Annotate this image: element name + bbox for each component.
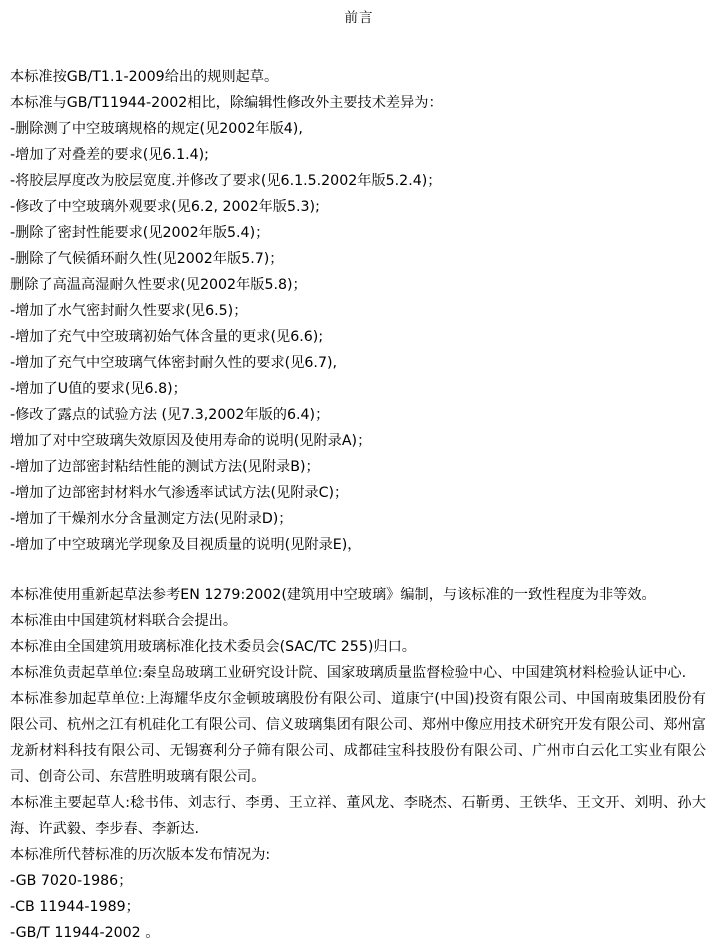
closing-paragraph: 本标准负责起草单位:秦皇岛玻璃工业研究设计院、国家玻璃质量监督检验中心、中国建筑材料检验认证中心. <box>10 664 687 681</box>
closing-paragraph: 本标准主要起草人:稔书伟、刘志行、李勇、王立祥、董风龙、李晓杰、石靳勇、王铁华、王文开、刘明、孙大海、许武毅、李步春、李新达. <box>10 794 706 837</box>
change-item: -删除了密封性能要求(见2002年版5.4)； <box>10 224 270 241</box>
change-item: 增加了对中空玻璃失效原因及使用寿命的说明(见附录A)； <box>10 432 372 449</box>
closing-paragraph: 本标准所代替标准的历次版本发布情况为: <box>10 846 271 863</box>
intro-paragraph: 本标准与GB/T11944-2002相比，除编辑性修改外主要技术差异为： <box>10 94 443 111</box>
change-item: -删除了气候循环耐久性(见2002年版5.7)； <box>10 250 284 267</box>
change-item: -修改了露点的试验方法 (见7.3,2002年版的6.4)； <box>10 406 330 423</box>
change-item: -增加了充气中空玻璃初始气体含量的更求(见6.6); <box>10 328 324 345</box>
change-item: -增加了中空玻璃光学现象及目视质量的说明(见附录E)， <box>10 536 362 553</box>
change-item: -修改了中空玻璃外观要求(见6.2, 2002年版5.3); <box>10 198 320 215</box>
change-item: -增加了对叠差的要求(见6.1.4); <box>10 146 209 163</box>
document-body <box>8 64 710 946</box>
intro-paragraph: 本标准按GB/T1.1-2009给出的规则起草。 <box>10 68 279 85</box>
closing-paragraph: 本标准参加起草单位:上海耀华皮尔金顿玻璃股份有限公司、道康宁(中国)投资有限公司、中国南玻集团股份有限公司、杭州之江有机硅化工有限公司、信义玻璃集团有限公司、郑州中像应用技术研究开发有限公司、郑州富龙新材料科技有限公司、无锡赛利分子筛有限公司、成都硅宝科技股份有限公司、广州市白云化工实业有限公司、创奇公司、东营胜明玻璃有限公司。 <box>10 690 706 785</box>
page-title: 前言 <box>344 10 374 26</box>
change-item: -将胶层厚度改为胶层宽度.并修改了要求(见6.1.5.2002年版5.2.4)； <box>10 172 442 189</box>
version-history-item: -GB 7020-1986； <box>10 872 133 889</box>
version-history-item: -CB 11944-1989； <box>10 898 140 915</box>
change-item: -增加了边部密封粘结性能的测试方法(见附录B)； <box>10 458 320 475</box>
section-gap <box>8 558 710 582</box>
change-item: 删除了高温高湿耐久性要求(见2002年版5.8)； <box>10 276 307 293</box>
closing-paragraph: 本标准使用重新起草法参考EN 1279:2002(建筑用中空玻璃》编制，与该标准的一致性程度为非等效。 <box>10 586 656 603</box>
change-item: -增加了边部密封材料水气渗透率试试方法(见附录C)； <box>10 484 349 501</box>
change-item: -删除测了中空玻璃规格的规定(见2002年版4), <box>10 120 303 137</box>
change-item: -增加了充气中空玻璃气体密封耐久性的要求(见6.7), <box>10 354 338 371</box>
change-item: -增加了干燥剂水分含量测定方法(见附录D)； <box>10 510 293 527</box>
change-item: -增加了水气密封耐久性要求(见6.5)； <box>10 302 248 319</box>
version-history-item: -GB/T 11944-2002 。 <box>10 924 160 941</box>
closing-paragraph: 本标准由全国建筑用玻璃标准化技术委员会(SAC/TC 255)归口。 <box>10 638 416 655</box>
closing-paragraph: 本标准由中国建筑材料联合会提出。 <box>10 612 238 629</box>
change-item: -增加了U值的要求(见6.8)； <box>10 380 187 397</box>
